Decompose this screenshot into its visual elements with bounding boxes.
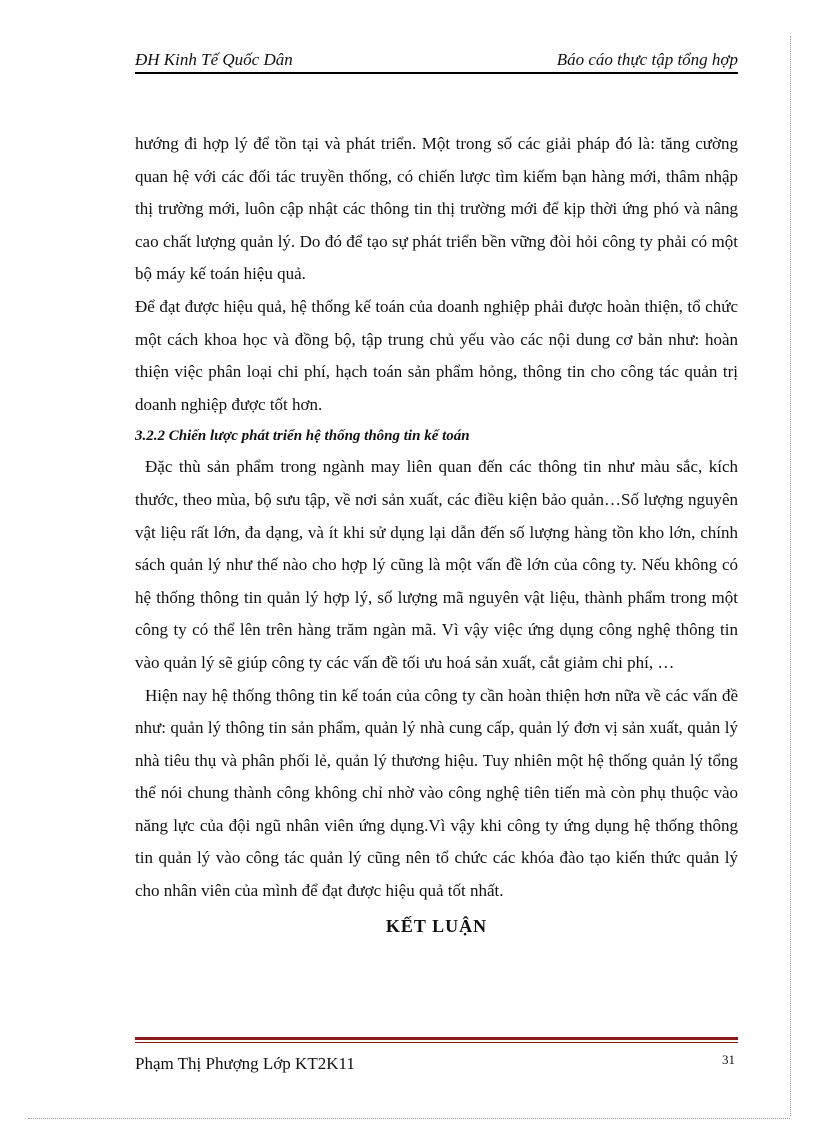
header-report-title: Báo cáo thực tập tổng hợp	[556, 50, 738, 69]
paragraph-2: Để đạt được hiệu quả, hệ thống kế toán của doanh nghiệp phải được hoàn thiện, tổ chức một cách khoa học và đồng bộ, tập trung chủ yếu vào các nội dung cơ bản như: hoàn thiện việc phân loại chi phí, hạch toán sản phẩm hỏng, thông tin cho công tác quản trị doanh nghiệp được tốt hơn.	[135, 296, 738, 414]
footer-divider-thin	[135, 1042, 738, 1043]
page-border-bottom	[28, 1118, 790, 1120]
page-number: 31	[722, 1052, 735, 1067]
paragraph-3: Đặc thù sản phẩm trong ngành may liên quan đến các thông tin như màu sắc, kích thước, theo mùa, bộ sưu tập, về nơi sản xuất, các điều kiện bảo quản…Số lượng nguyên vật liệu rất lớn, đa dạng, và ít khi sử dụng lại dẫn đến số lượng hàng tồn kho lớn, chính sách quản lý như thế nào cho hợp lý cũng là một vấn đề lớn của công ty. Nếu không có hệ thống thông tin quản lý hợp lý, số lượng mã nguyên vật liệu, thành phẩm trong một công ty có thể lên trên hàng trăm ngàn mã. Vì vậy việc ứng dụng công nghệ thông tin vào quản lý sẽ giúp công ty các vấn đề tối ưu hoá sản xuất, cắt giảm chi phí, …	[135, 457, 738, 672]
header-university: ĐH Kinh Tế Quốc Dân	[135, 50, 293, 69]
conclusion-title: KẾT LUẬN	[385, 915, 488, 936]
footer-author: Phạm Thị Phượng Lớp KT2K11	[135, 1054, 355, 1073]
header-divider	[135, 72, 738, 74]
paragraph-1: hướng đi hợp lý để tồn tại và phát triển. Một trong số các giải pháp đó là: tăng cường quan hệ với các đối tác truyền thống, có chiến lược tìm kiếm bạn hàng mới, thâm nhập thị trường mới, luôn cập nhật các thông tin thị trường mới để kịp thời ứng phó và nâng cao chất lượng quản lý. Do đó để tạo sự phát triển bền vững đòi hỏi công ty phải có một bộ máy kế toán hiệu quả.	[135, 134, 738, 284]
document-body	[135, 128, 738, 942]
page-header	[135, 46, 738, 72]
paragraph-4: Hiện nay hệ thống thông tin kế toán của công ty cần hoàn thiện hơn nữa về các vấn đề như: quản lý thông tin sản phẩm, quản lý nhà cung cấp, quản lý đơn vị sản xuất, quản lý nhà tiêu thụ và phân phối lẻ, quản lý thương hiệu. Tuy nhiên một hệ thống quản lý tổng thể nói chung thành công không chỉ nhờ vào công nghệ tiên tiến mà còn phụ thuộc vào năng lực của đội ngũ nhân viên ứng dụng.Vì vậy khi công ty ứng dụng hệ thống thông tin quản lý vào công tác quản lý cũng nên tổ chức các khóa đào tạo kiến thức quản lý cho nhân viên của mình để đạt được hiệu quả tốt nhất.	[135, 685, 738, 901]
section-heading: 3.2.2 Chiến lược phát triển hệ thống thông tin kế toán	[135, 428, 470, 445]
page-border-right	[790, 36, 792, 1116]
footer-divider-thick	[135, 1037, 738, 1040]
